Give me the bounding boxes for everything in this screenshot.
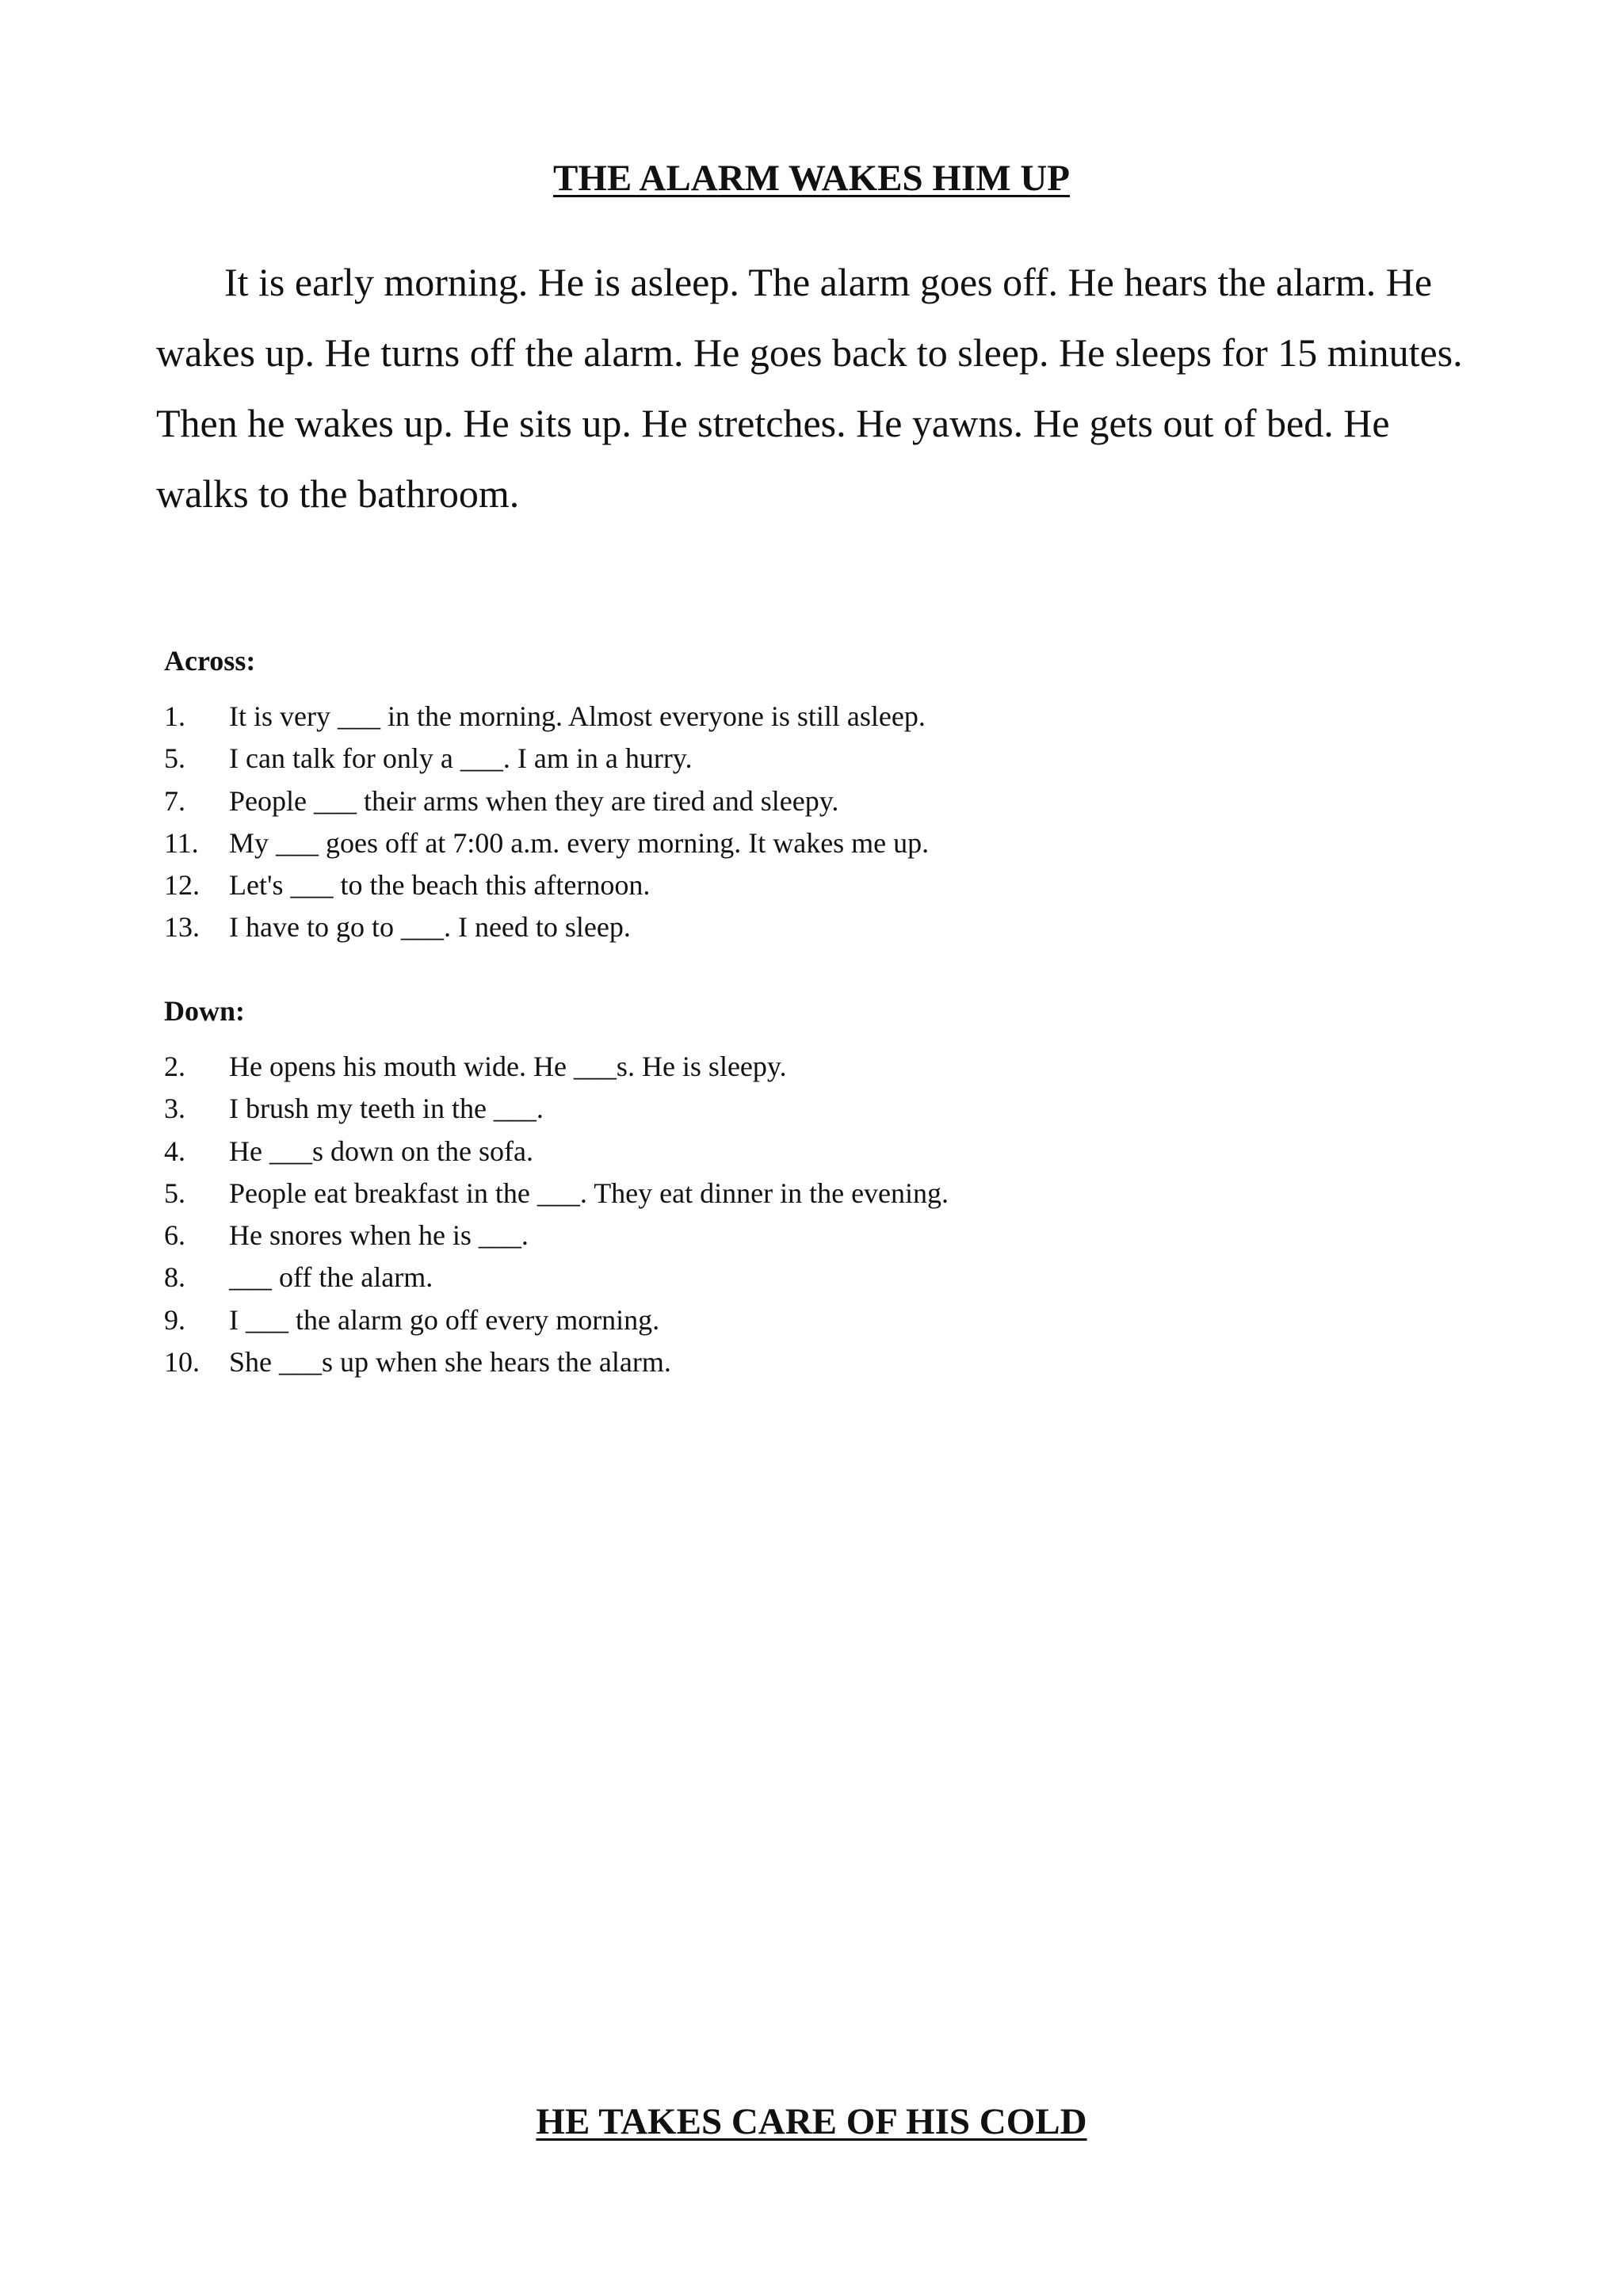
clue-text: People ___ their arms when they are tired and sleepy. [229,784,839,817]
clue-number: 7. [164,784,185,817]
clue-item [164,1215,1353,1257]
clue-number: 8. [164,1261,185,1294]
clue-text: He opens his mouth wide. He ___s. He is sleepy. [229,1051,787,1082]
clue-text: I have to go to ___. I need to sleep. [229,911,631,944]
clue-number: 6. [164,1219,185,1252]
clue-item [164,696,1353,738]
clue-number: 2. [164,1051,185,1082]
clue-number: 5. [164,742,185,775]
clue-text: Let's ___ to the beach this afternoon. [229,869,651,902]
clue-text: He ___s down on the sofa. [229,1135,533,1167]
story-paragraph: It is early morning. He is asleep. The alarm goes off. He hears the alarm. He wakes up. He turns off the alarm. He goes back to sleep. He sleeps for 15 minutes. Then he wakes up. He sits up. He stretches. He yawns. He gets out of bed. He walks to the bathroom. [156,260,1472,516]
clue-item [164,1299,1353,1341]
clue-text: People eat breakfast in the ___. They eat dinner in the evening. [229,1177,949,1209]
down-clues-section [164,994,1353,1383]
clue-number: 10. [164,1346,200,1379]
clue-item [164,1257,1353,1299]
clue-text: It is very ___ in the morning. Almost everyone is still asleep. [229,700,926,732]
clue-text: My ___ goes off at 7:00 a.m. every morning. It wakes me up. [229,826,930,859]
down-heading: Down: [164,995,246,1027]
clue-item [164,1088,1353,1130]
down-clue-list [164,1046,1353,1383]
clue-number: 12. [164,869,200,902]
clue-text: ___ off the alarm. [229,1261,433,1294]
clue-item [164,1131,1353,1173]
clue-number: 1. [164,700,185,732]
clue-text: She ___s up when she hears the alarm. [229,1346,671,1379]
clue-item [164,864,1353,906]
clue-item [164,906,1353,948]
clue-item [164,1046,1353,1088]
clue-number: 13. [164,911,200,944]
across-clues-section [164,643,1353,949]
second-story-title: HE TAKES CARE OF HIS COLD [536,2101,1087,2142]
across-clue-list [164,696,1353,949]
clue-number: 4. [164,1135,185,1167]
clue-item [164,738,1353,780]
across-heading: Across: [164,645,256,677]
clue-item [164,1173,1353,1215]
clue-number: 5. [164,1177,185,1209]
clue-text: I brush my teeth in the ___. [229,1093,544,1125]
clue-number: 11. [164,826,199,859]
clue-number: 9. [164,1303,185,1336]
page-title: THE ALARM WAKES HIM UP [553,158,1070,199]
clue-item [164,1341,1353,1383]
clue-text: I ___ the alarm go off every morning. [229,1303,660,1336]
clue-item [164,822,1353,864]
clue-text: He snores when he is ___. [229,1219,529,1252]
clue-number: 3. [164,1093,185,1125]
clue-text: I can talk for only a ___. I am in a hurry. [229,742,693,775]
clue-item [164,780,1353,822]
